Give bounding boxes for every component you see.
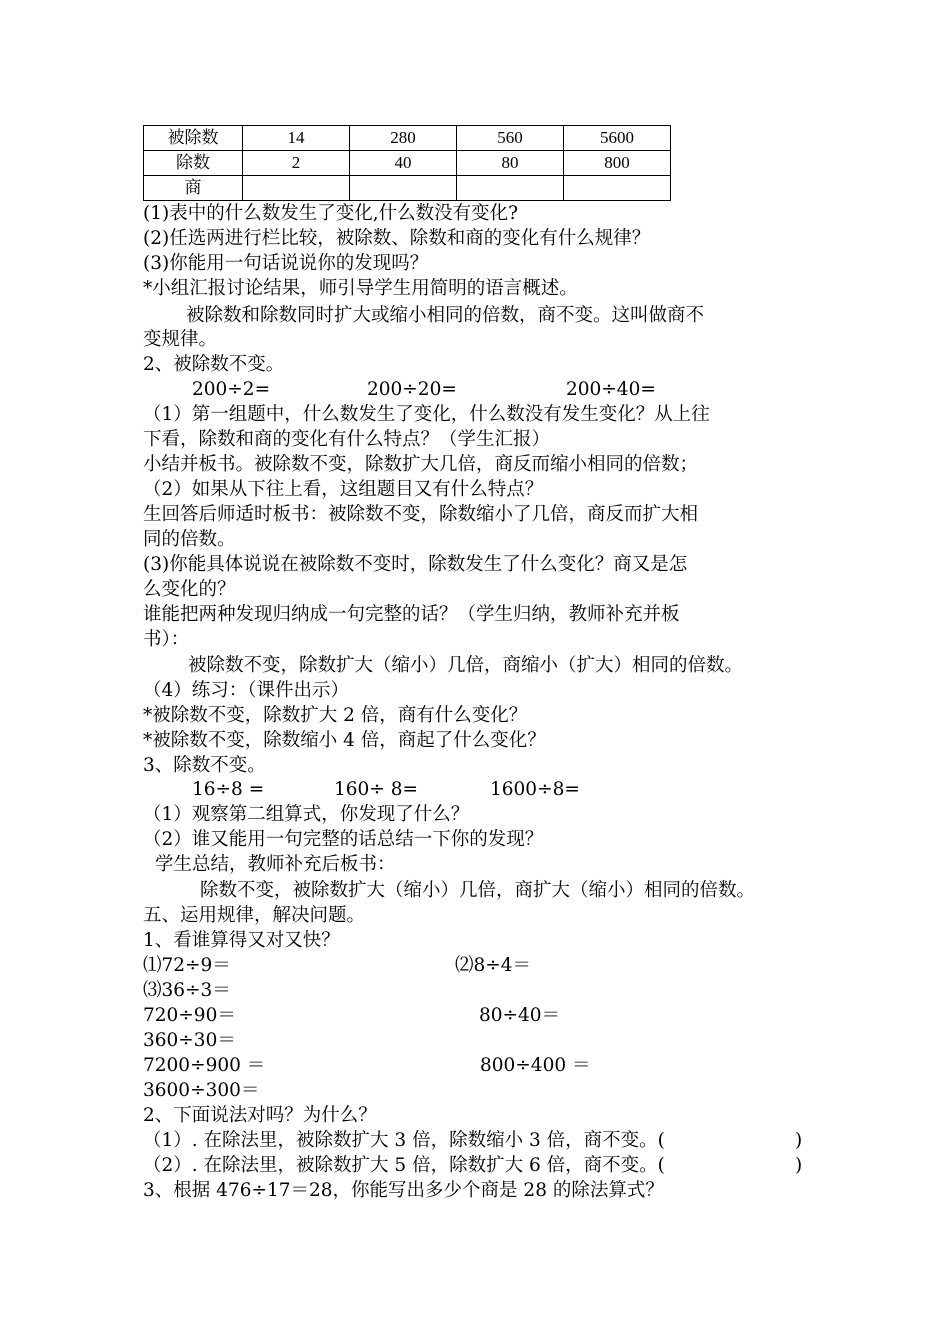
- exercise-equation: ⑵8÷4＝: [455, 955, 532, 976]
- table-row: [144, 176, 671, 201]
- question-3: (3)你能用一句话说说你的发现吗？: [143, 253, 429, 274]
- table-row-label: 商: [144, 176, 243, 201]
- table-cell: 80: [457, 151, 564, 176]
- section-2-answer-line1: 生回答后师适时板书：被除数不变，除数缩小了几倍，商反而扩大相: [143, 504, 699, 525]
- exercise-equation: 80÷40＝: [479, 1005, 561, 1026]
- section-2-exercise-2: *被除数不变，除数缩小 4 倍，商起了什么变化？: [143, 730, 546, 751]
- rule-statement-line1: 被除数和除数同时扩大或缩小相同的倍数，商不变。这叫做商不: [186, 305, 705, 326]
- section-5-title: 五、运用规律，解决问题。: [143, 905, 366, 926]
- question-1: (1)表中的什么数发生了变化,什么数没有变化?: [143, 203, 519, 224]
- section-2-rule: 被除数不变，除数扩大（缩小）几倍，商缩小（扩大）相同的倍数。: [188, 655, 744, 676]
- section-2-question-3-line2: 么变化的？: [143, 579, 236, 600]
- section-2-question-2: （2）如果从下往上看，这组题目又有什么特点？: [143, 479, 544, 500]
- table-cell: [243, 176, 350, 201]
- quotient-table: [143, 125, 671, 201]
- exercise-equation: 3600÷300＝: [143, 1080, 260, 1101]
- table-cell: 280: [350, 126, 457, 151]
- table-cell: 2: [243, 151, 350, 176]
- table-cell: 800: [564, 151, 671, 176]
- exercise-equation: 720÷90＝: [143, 1005, 236, 1026]
- section-2-induce-line1: 谁能把两种发现归纳成一句完整的话？（学生归纳，教师补充并板: [143, 604, 680, 625]
- equation: 200÷20=: [367, 379, 457, 400]
- section-3-summary: 学生总结，教师补充后板书：: [155, 854, 396, 875]
- equation: 16÷8 =: [192, 779, 265, 800]
- statement-text: （1）. 在除法里，被除数扩大 3 倍，除数缩小 3 倍，商不变。(: [143, 1130, 665, 1151]
- table-row-label: 除数: [144, 151, 243, 176]
- exercise-equation: 7200÷900 ＝: [143, 1055, 266, 1076]
- section-5-1-title: 1、看谁算得又对又快？: [143, 930, 340, 951]
- table-cell: [564, 176, 671, 201]
- equation: 1600÷8=: [490, 779, 580, 800]
- section-2-question-1-line1: （1）第一组题中，什么数发生了变化，什么数没有发生变化？从上往: [143, 404, 710, 425]
- section-2-question-1-line2: 下看，除数和商的变化有什么特点？（学生汇报）: [143, 429, 551, 450]
- table-cell: 14: [243, 126, 350, 151]
- section-2-induce-line2: 书）：: [143, 629, 190, 650]
- answer-paren-close: ): [795, 1130, 803, 1151]
- group-report-line: *小组汇报讨论结果，师引导学生用简明的语言概述。: [143, 278, 578, 299]
- table-row-label: 被除数: [144, 126, 243, 151]
- table-cell: [350, 176, 457, 201]
- table-cell: [457, 176, 564, 201]
- statement-text: （2）. 在除法里，被除数扩大 5 倍，除数扩大 6 倍，商不变。(: [143, 1155, 665, 1176]
- section-2-answer-line2: 同的倍数。: [143, 529, 236, 550]
- rule-statement-line2: 变规律。: [143, 329, 218, 350]
- section-2-title: 2、被除数不变。: [143, 354, 285, 375]
- question-2: (2)任选两进行栏比较，被除数、除数和商的变化有什么规律？: [143, 228, 651, 249]
- exercise-equation: 360÷30＝: [143, 1030, 236, 1051]
- equation: 200÷40=: [566, 379, 656, 400]
- equation: 160÷ 8=: [334, 779, 418, 800]
- exercise-equation: 800÷400 ＝: [480, 1055, 591, 1076]
- table-row: [144, 126, 671, 151]
- exercise-equation: ⑶36÷3＝: [143, 980, 231, 1001]
- section-3-title: 3、除数不变。: [143, 755, 266, 776]
- section-3-rule: 除数不变，被除数扩大（缩小）几倍，商扩大（缩小）相同的倍数。: [200, 880, 756, 901]
- section-3-question-2: （2）谁又能用一句完整的话总结一下你的发现？: [143, 829, 544, 850]
- section-5-2-title: 2、下面说法对吗？为什么？: [143, 1105, 377, 1126]
- section-2-practice-title: （4）练习：（课件出示）: [143, 680, 350, 701]
- section-5-3-question: 3、根据 476÷17＝28，你能写出多少个商是 28 的除法算式？: [143, 1180, 664, 1201]
- answer-paren-close: ): [795, 1155, 803, 1176]
- table-cell: 40: [350, 151, 457, 176]
- table-row: [144, 151, 671, 176]
- equation: 200÷2=: [192, 379, 271, 400]
- table-cell: 560: [457, 126, 564, 151]
- section-2-exercise-1: *被除数不变，除数扩大 2 倍，商有什么变化？: [143, 705, 528, 726]
- section-3-question-1: （1）观察第二组算式，你发现了什么？: [143, 804, 470, 825]
- section-2-question-3-line1: (3)你能具体说说在被除数不变时，除数发生了什么变化？商又是怎: [143, 554, 688, 575]
- exercise-equation: ⑴72÷9＝: [143, 955, 231, 976]
- table-cell: 5600: [564, 126, 671, 151]
- section-2-summary: 小结并板书。被除数不变，除数扩大几倍，商反而缩小相同的倍数；: [143, 454, 699, 475]
